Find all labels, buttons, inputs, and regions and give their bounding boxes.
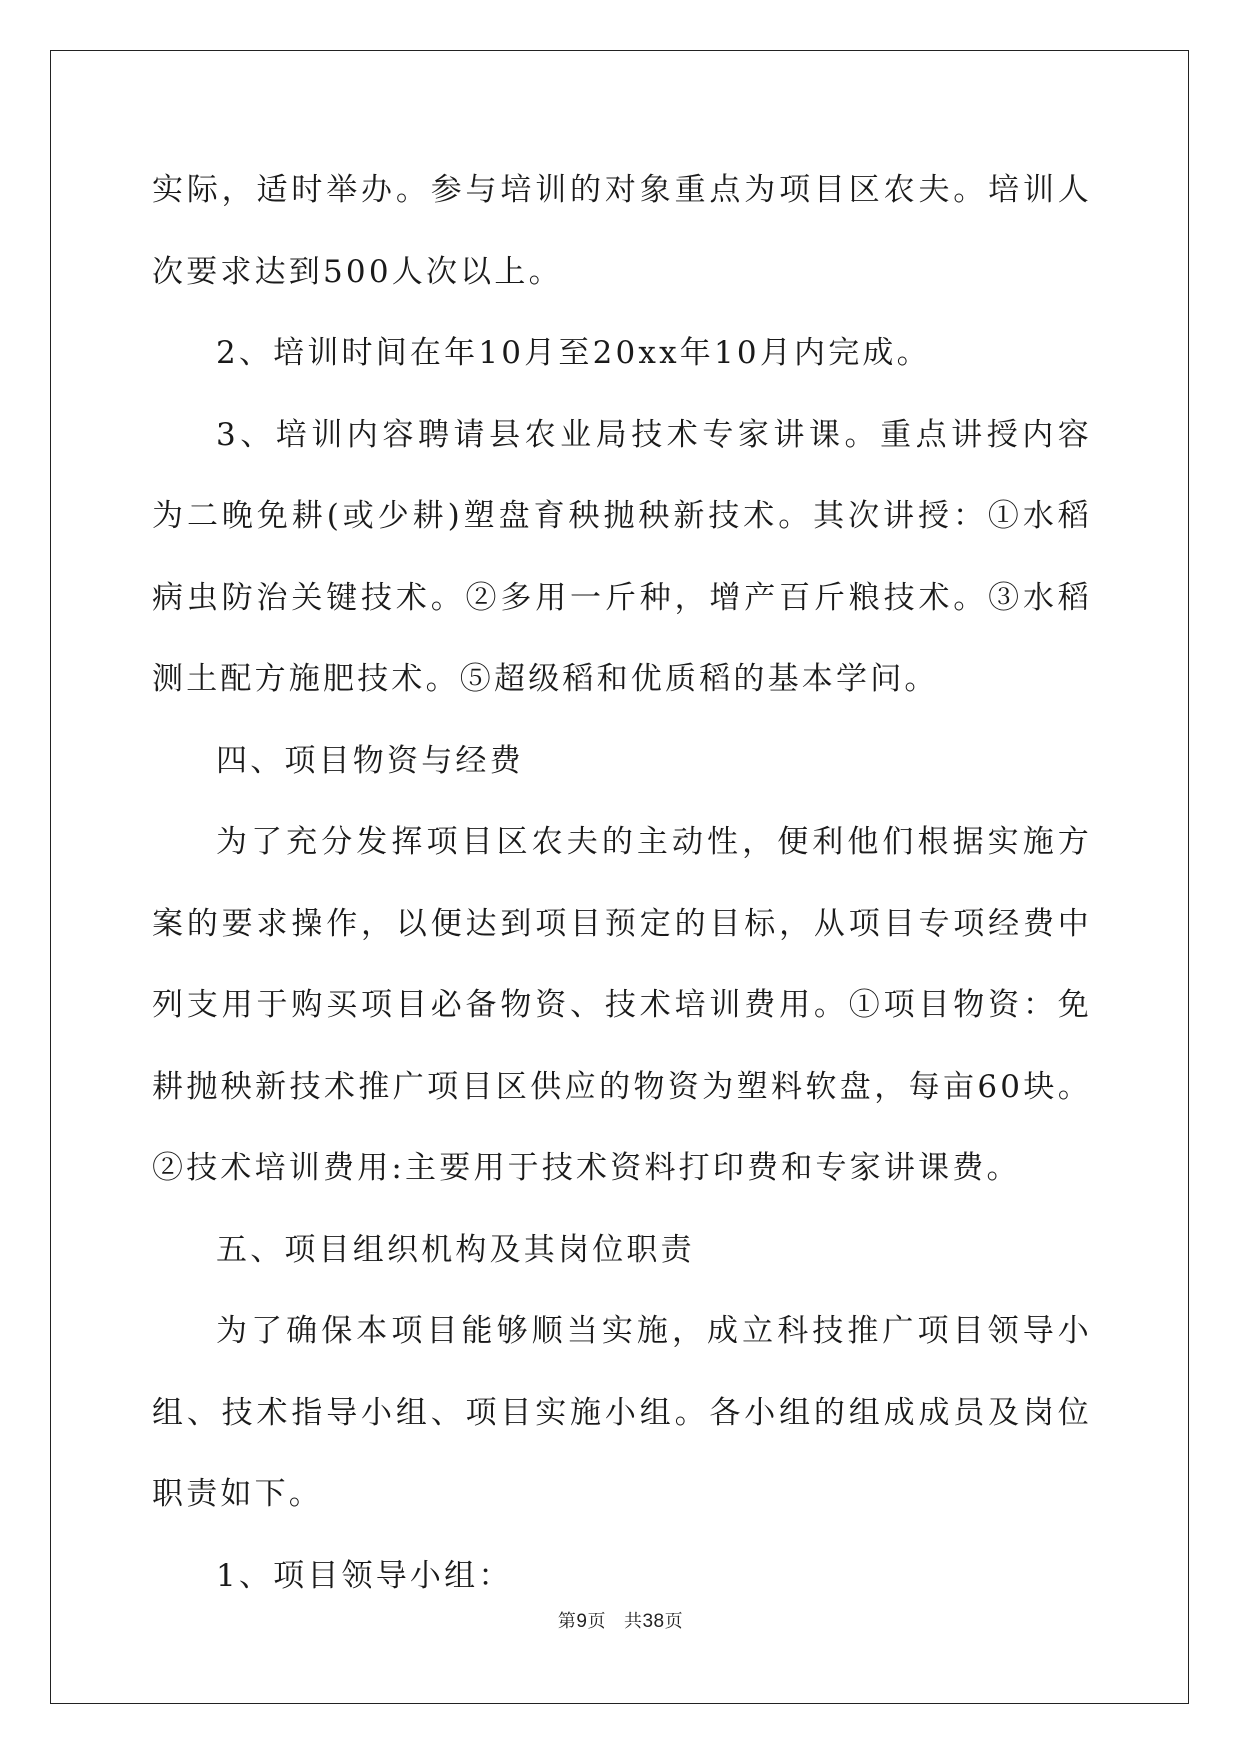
- paragraph-training-time: 2、培训时间在年10月至20xx年10月内完成。: [216, 335, 931, 371]
- paragraph-materials-funding: 为了充分发挥项目区农夫的主动性，便利他们根据实施方案的要求操作，以便达到项目预定的目标，从项目专项经费中列支用于购买项目必备物资、技术培训费用。①项目物资：免耕抛秧新技术推广项目区供应的物资为塑料软盘，每亩60块。②技术培训费用:主要用于技术资料打印费和专家讲课费。: [152, 824, 1092, 1186]
- section-heading-materials-funding: 四、项目物资与经费: [216, 742, 524, 779]
- document-body: [152, 150, 1092, 1617]
- page-footer: [0, 1607, 1241, 1633]
- paragraph-organization: 为了确保本项目能够顺当实施，成立科技推广项目领导小组、技术指导小组、项目实施小组。各小组的组成成员及岗位职责如下。: [152, 1313, 1092, 1512]
- section-heading-organization: 五、项目组织机构及其岗位职责: [216, 1231, 695, 1268]
- subheading-leadership-group: 1、项目领导小组：: [216, 1557, 513, 1594]
- paragraph-training-participants: 实际，适时举办。参与培训的对象重点为项目区农夫。培训人次要求达到500人次以上。: [152, 172, 1092, 290]
- page-total: 共38页: [623, 1611, 684, 1632]
- page-number: 第9页: [557, 1611, 606, 1632]
- paragraph-training-content: 3、培训内容聘请县农业局技术专家讲课。重点讲授内容为二晚免耕(或少耕)塑盘育秧抛秧新技术。其次讲授：①水稻病虫防治关键技术。②多用一斤种，增产百斤粮技术。③水稻测土配方施肥技术。⑤超级稻和优质稻的基本学问。: [152, 416, 1092, 697]
